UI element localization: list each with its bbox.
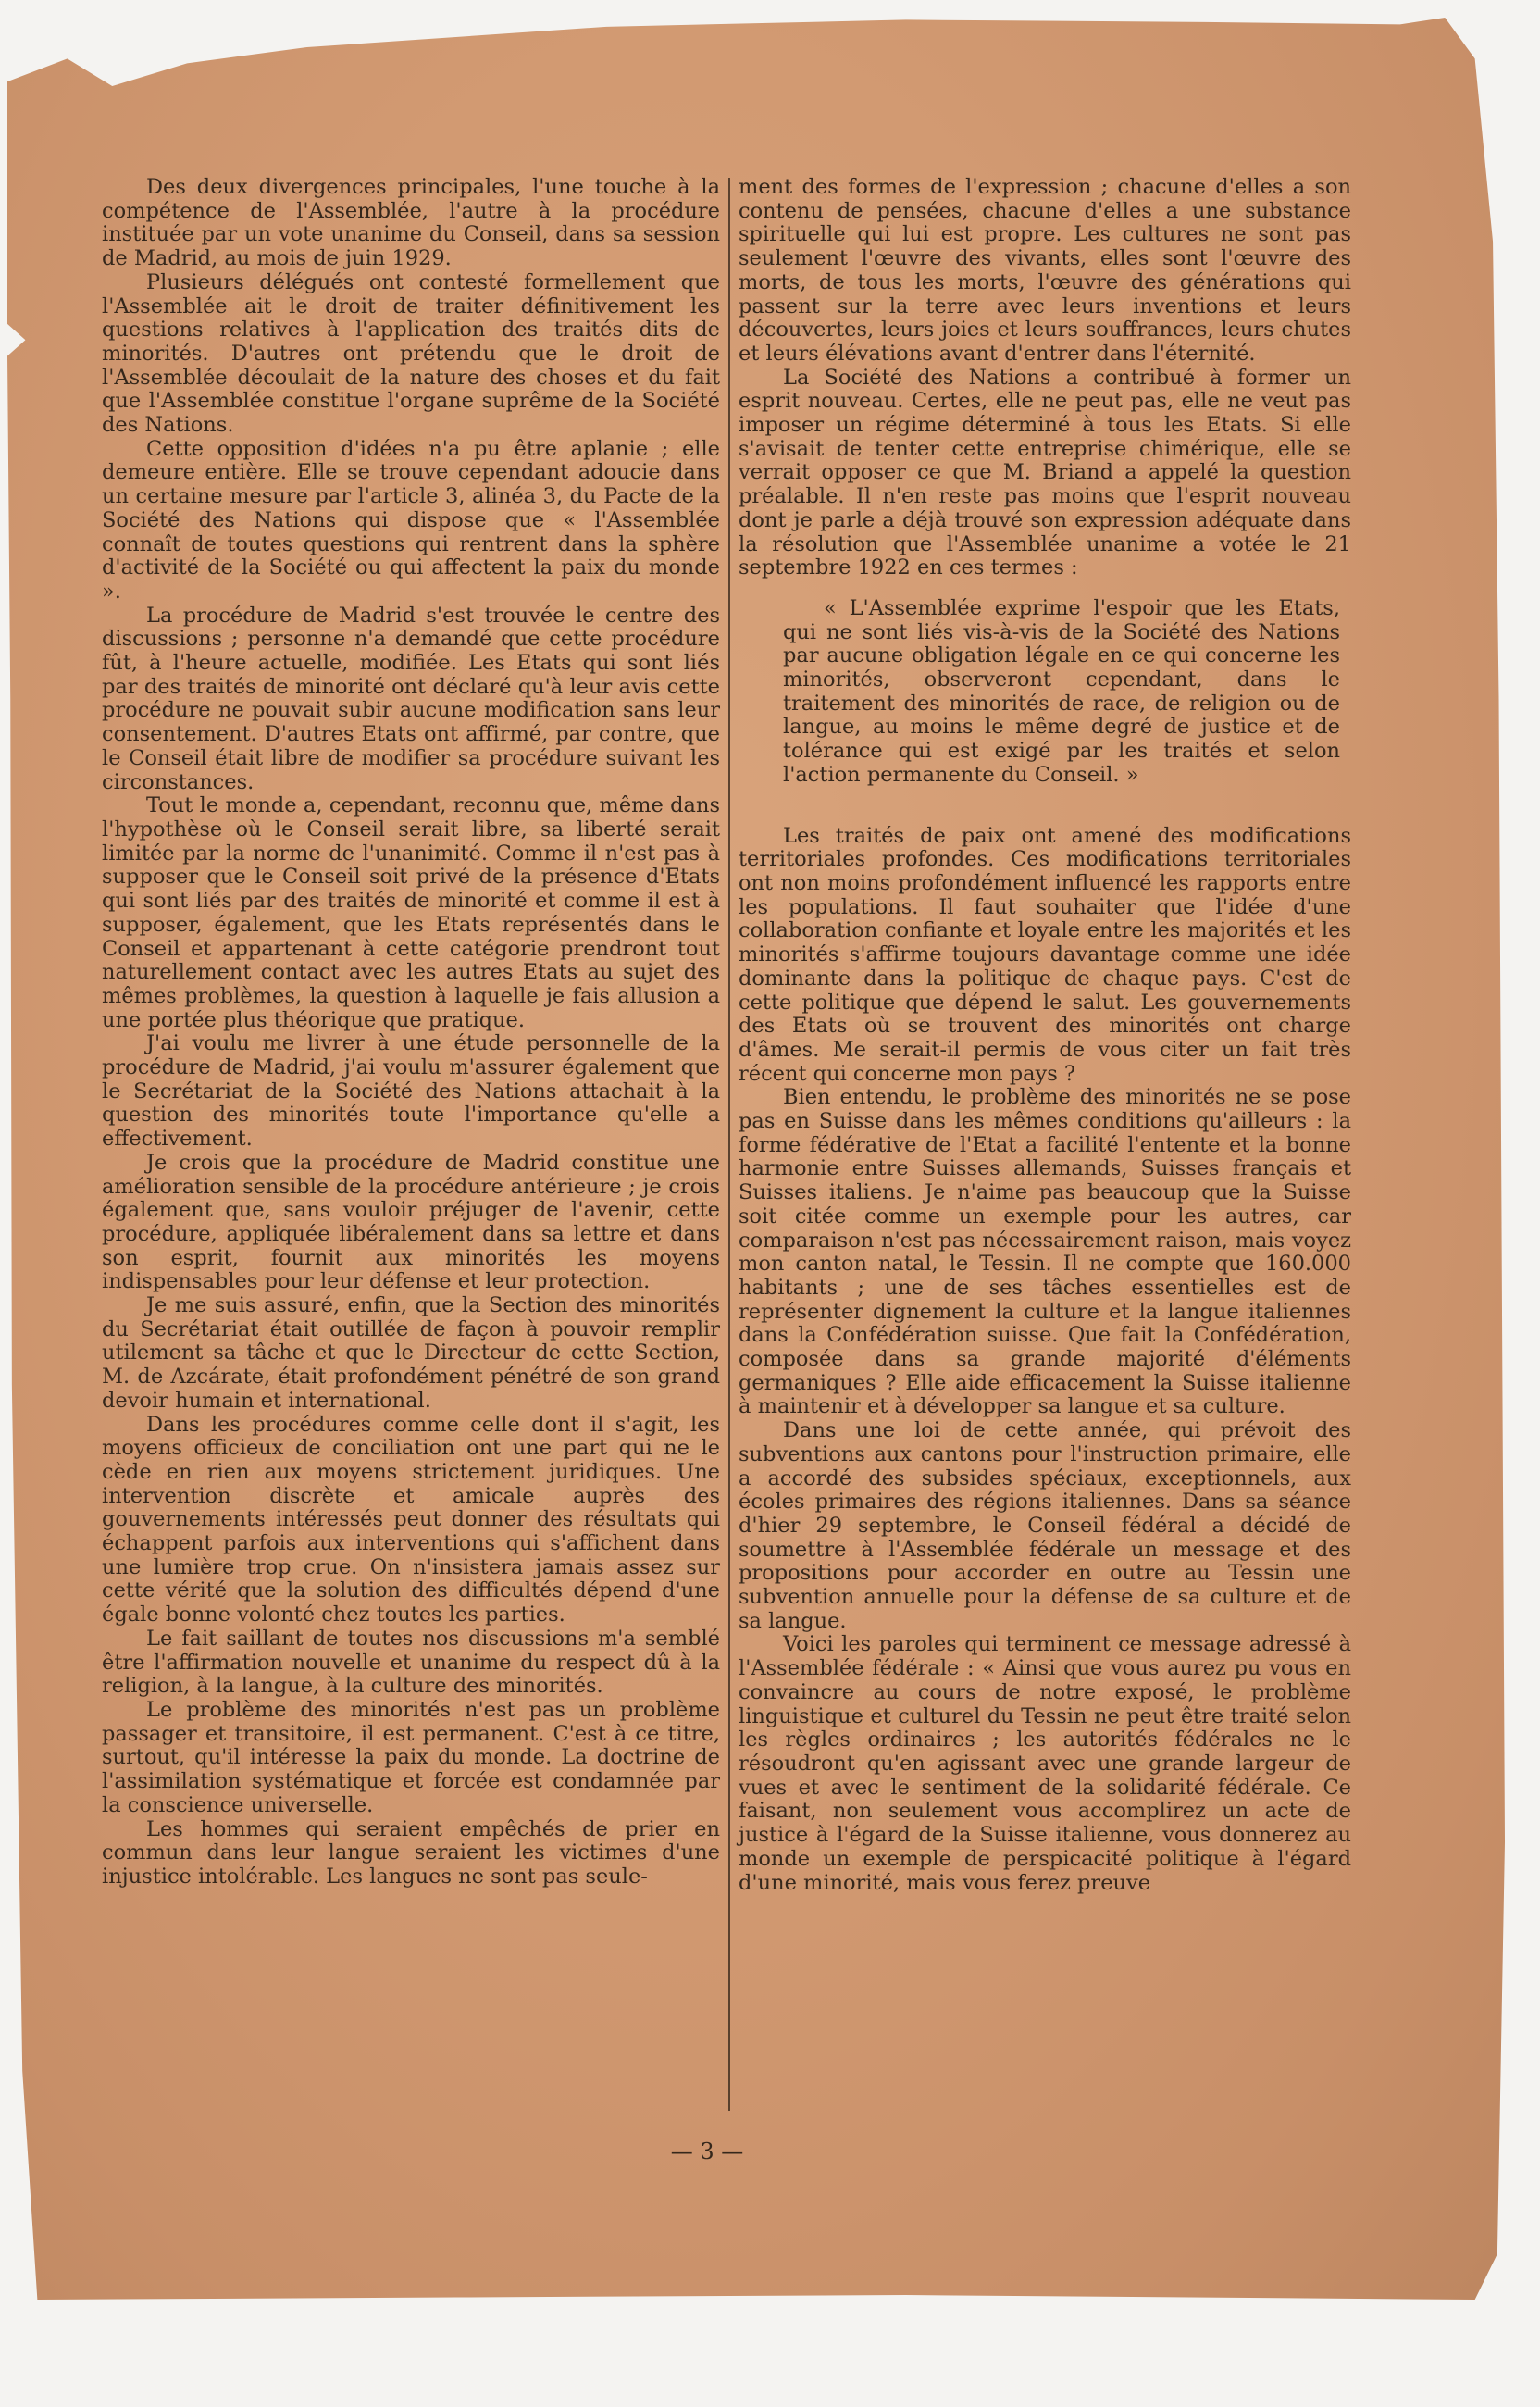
paragraph: Le fait saillant de toutes nos discussions m'a semblé être l'affirmation nouvelle et unanime du respect dû à la religion, à la langue, à la culture des minorités. bbox=[102, 1626, 720, 1699]
paragraph: Cette opposition d'idées n'a pu être aplanie ; elle demeure entière. Elle se trouve cependant adoucie dans un certaine mesure par l'article 3, alinéa 3, du Pacte de la Société des Nations qui dispose que « l'Assemblée connaît de toutes questions qui rentrent dans la sphère d'activité de la Société ou qui affectent la paix du monde ». bbox=[102, 436, 720, 604]
quotation-paragraph: « L'Assemblée exprime l'espoir que les Etats, qui ne sont liés vis-à-vis de la Société des Nations par aucune obligation légale en ce qui concerne les minorités, observeront cependant, dans le traitement des minorités de race, de religion ou de langue, au moins le même degré de justice et de tolérance qui est exigé par les traités et selon l'action permanente du Conseil. » bbox=[783, 595, 1340, 787]
column-divider bbox=[728, 178, 730, 2111]
paragraph: La procédure de Madrid s'est trouvée le centre des discussions ; personne n'a demandé que cette procédure fût, à l'heure actuelle, modifiée. Les Etats qui sont liés par des traités de minorité ont déclaré qu'à leur avis cette procédure ne pouvait subir aucune modification sans leur consentement. D'autres Etats ont affirmé, par contre, que le Conseil était libre de modifier sa procédure suivant les circonstances. bbox=[102, 603, 720, 794]
paragraph: Je crois que la procédure de Madrid constitue une amélioration sensible de la procédure antérieure ; je crois également que, sans vouloir préjuger de l'avenir, cette procédure, appliquée libéralement dans sa lettre et dans son esprit, fournit aux minorités les moyens indispensables pour leur défense et leur protection. bbox=[102, 1150, 720, 1294]
paragraph: Dans les procédures comme celle dont il s'agit, les moyens officieux de conciliation ont une part qui ne le cède en rien aux moyens strictement juridiques. Une intervention discrète et amicale auprès des gouvernements intéressés peut donner des résultats qui échappent parfois aux interventions qui s'affichent dans une lumière trop crue. On n'insistera jamais assez sur cette vérité que la solution des difficultés dépend d'une égale bonne volonté chez toutes les parties. bbox=[102, 1412, 720, 1628]
paragraph: Les hommes qui seraient empêchés de prier en commun dans leur langue seraient les victimes d'une injustice intolérable. Les langues ne sont pas seule- bbox=[102, 1816, 720, 1889]
paragraph: Bien entendu, le problème des minorités ne se pose pas en Suisse dans les mêmes conditions qu'ailleurs : la forme fédérative de l'Etat a facilité l'entente et la bonne harmonie entre Suisses allemands, Suisses français et Suisses italiens. Je n'aime pas beaucoup que la Suisse soit citée comme un exemple pour les autres, car comparaison n'est pas nécessairement raison, mais voyez mon canton natal, le Tessin. Il ne compte que 160.000 habitants ; une de ses tâches essentielles est de représenter dignement la culture et la langue italiennes dans la Confédération suisse. Que fait la Confédération, composée dans sa grande majorité d'éléments germaniques ? Elle aide efficacement la Suisse italienne à maintenir et à développer sa langue et sa culture. bbox=[739, 1085, 1351, 1419]
right-text-column bbox=[739, 176, 1351, 1895]
page-number: — 3 — bbox=[670, 2139, 744, 2164]
paragraph: La Société des Nations a contribué à former un esprit nouveau. Certes, elle ne peut pas, elle ne veut pas imposer un régime déterminé à tous les Etats. Si elle s'avisait de tenter cette entreprise chimérique, elle se verrait opposer ce que M. Briand a appelé la question préalable. Il n'en reste pas moins que l'esprit nouveau dont je parle a déjà trouvé son expression adéquate dans la résolution que l'Assemblée unanime a votée le 21 septembre 1922 en ces termes : bbox=[739, 365, 1351, 580]
left-text-column bbox=[102, 176, 720, 1889]
paragraph: Les traités de paix ont amené des modifications territoriales profondes. Ces modifications territoriales ont non moins profondément influencé les rapports entre les populations. Il faut souhaiter que l'idée d'une collaboration confiante et loyale entre les majorités et les minorités s'affirme toujours davantage comme une idée dominante dans la politique de chaque pays. C'est de cette politique que dépend le salut. Les gouvernements des Etats où se trouvent des minorités ont charge d'âmes. Me serait-il permis de vous citer un fait très récent qui concerne mon pays ? bbox=[739, 823, 1351, 1086]
paragraph: J'ai voulu me livrer à une étude personnelle de la procédure de Madrid, j'ai voulu m'assurer également que le Secrétariat de la Société des Nations attachait à la question des minorités toute l'importance qu'elle a effectivement. bbox=[102, 1031, 720, 1152]
paragraph: Tout le monde a, cependant, reconnu que, même dans l'hypothèse où le Conseil serait libre, sa liberté serait limitée par la norme de l'unanimité. Comme il n'est pas à supposer que le Conseil soit privé de la présence d'Etats qui sont liés par des traités de minorité et comme il est à supposer, également, que les Etats représentés dans le Conseil et appartenant à cette catégorie prendront tout naturellement contact avec les autres Etats au sujet des mêmes problèmes, la question à laquelle je fais allusion a une portée plus théorique que pratique. bbox=[102, 793, 720, 1032]
paragraph: Le problème des minorités n'est pas un problème passager et transitoire, il est permanent. C'est à ce titre, surtout, qu'il intéresse la paix du monde. La doctrine de l'assimilation systématique et forcée est condamnée par la conscience universelle. bbox=[102, 1698, 720, 1817]
paragraph: Des deux divergences principales, l'une touche à la compétence de l'Assemblée, l'autre à la procédure instituée par un vote unanime du Conseil, dans sa session de Madrid, au mois de juin 1929. bbox=[102, 175, 720, 271]
paragraph: ment des formes de l'expression ; chacune d'elles a son contenu de pensées, chacune d'elles a une substance spirituelle qui lui est propre. Les cultures ne sont pas seulement l'œuvre des vivants, elles sont l'œuvre des morts, de tous les morts, l'œuvre des générations qui passent sur la terre avec leurs inventions et leurs découvertes, leurs joies et leurs souffrances, leurs chutes et leurs élévations avant d'entrer dans l'éternité. bbox=[739, 175, 1351, 366]
paragraph: Dans une loi de cette année, qui prévoit des subventions aux cantons pour l'instruction primaire, elle a accordé des subsides spéciaux, exceptionnels, aux écoles primaires des régions italiennes. Dans sa séance d'hier 29 septembre, le Conseil fédéral a décidé de soumettre à l'Assemblée fédérale un message et des propositions pour accorder en outre au Tessin une subvention annuelle pour la défense de sa culture et de sa langue. bbox=[739, 1418, 1351, 1633]
paragraph: Plusieurs délégués ont contesté formellement que l'Assemblée ait le droit de traiter définitivement les questions relatives à l'application des traités dits de minorités. D'autres ont prétendu que le droit de l'Assemblée découlait de la nature des choses et du fait que l'Assemblée constitue l'organe suprême de la Société des Nations. bbox=[102, 269, 720, 438]
paragraph: Voici les paroles qui terminent ce message adressé à l'Assemblée fédérale : « Ainsi que vous aurez pu vous en convaincre au cours de notre exposé, le problème linguistique et culturel du Tessin ne peut être traité selon les règles ordinaires ; les autorités fédérales ne le résoudront qu'en agissant avec une grande largeur de vues et avec le sentiment de la solidarité fédérale. Ce faisant, non seulement vous accomplirez un acte de justice à l'égard de la Suisse italienne, vous donnerez au monde un exemple de perspicacité politique à l'égard d'une minorité, mais vous ferez preuve bbox=[739, 1632, 1351, 1895]
paragraph: Je me suis assuré, enfin, que la Section des minorités du Secrétariat était outillée de façon à pouvoir remplir utilement sa tâche et que le Directeur de cette Section, M. de Azcárate, était profondément pénétré de son grand devoir humain et international. bbox=[102, 1293, 720, 1413]
